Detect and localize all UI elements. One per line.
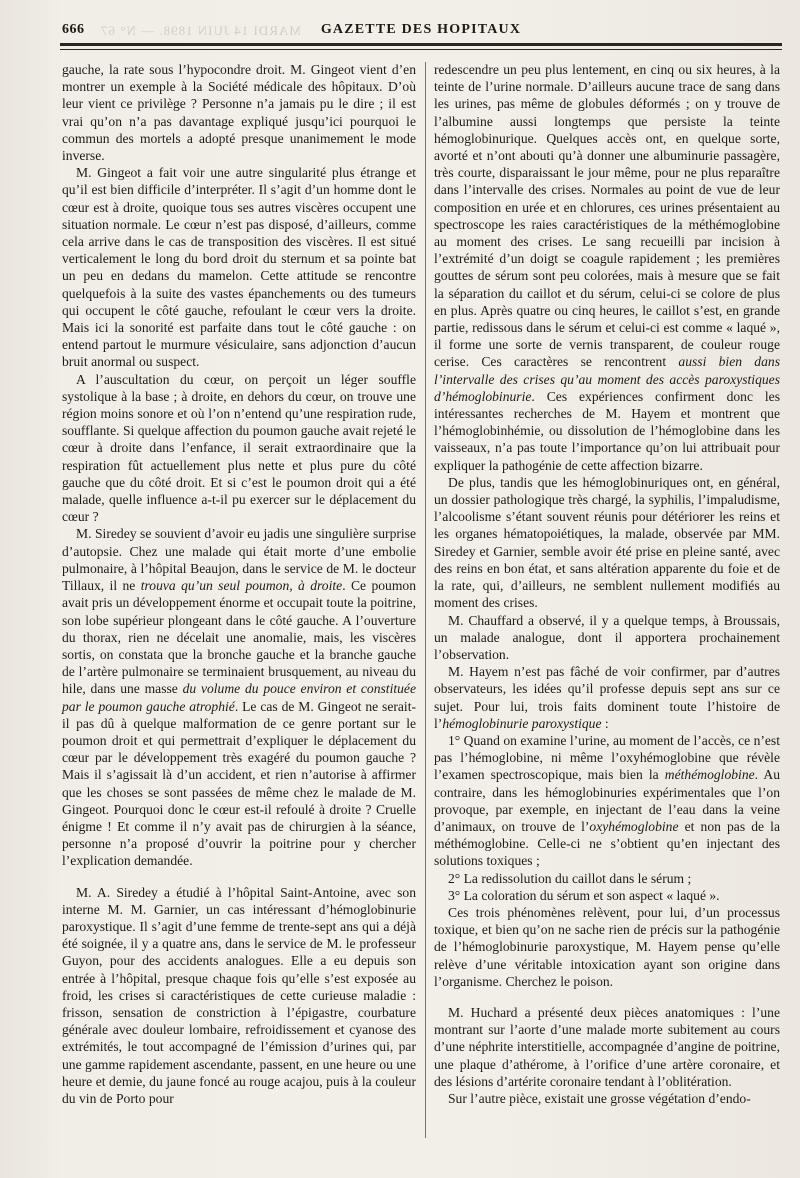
show-through-date: MARDI 14 JUIN 1898. — N° 67 bbox=[100, 23, 301, 38]
list-item: 2° La redissolution du caillot dans le sérum ; bbox=[448, 870, 692, 886]
italic-text: aussi bien dans l’intervalle des crises qu’au moment des accès paroxystiques d’hémoglobinurie bbox=[434, 354, 780, 404]
list-item: 3° La coloration du sérum et son aspect « laqué ». bbox=[448, 887, 720, 903]
page-number: 666 bbox=[62, 22, 85, 37]
text-run: redescendre un peu plus lentement, en cinq ou six heures, à la teinte de l’urine normale. D’ailleurs aucune trace de sang dans les urines, pas même de globules déformés ; on y trouve de l’albumine aussi longtemps que persiste la teinte hémoglobinurique. Quelques accès ont, en quelque sorte, avorté et n’ont abouti qu’à donner une albuminurie passagère, très courte, disparaissant le jour même, pour ne plus reparaître dans l’intervalle des crises. Normales au point de vue de leur composition en urée et en chlorures, ces urines présentaient au spectroscope les raies caractéristiques de la méthémoglobine au moment des crises. Le sang recueilli par incision à l’extrémité d’un doigt se coagule rapidement ; les premières gouttes de sérum sont peu colorées, mais à mesure que se fait la séparation du caillot et du sérum, celui-ci se colore de plus en plus. Après quatre ou cinq heures, le caillot s’est, en grande partie, redissous dans le sérum et celui-ci est comme « laqué », il forme une sorte de vernis transparent, de couleur rouge cerise. Ces caractères se rencontrent bbox=[434, 62, 780, 370]
paragraph bbox=[434, 732, 780, 870]
paragraph: A l’auscultation du cœur, on perçoit un léger souffle systolique à la base ; à droite, en dehors du cœur, on trouve une région moins sonore et où l’on n’entend qu’une respiration rude, soufflante. Si quelque affection du poumon gauche avait rejeté le cœur à droite dans l’enfance, il serait extraordinaire que la respiration fût actuellement plus nette et plus pure du côté gauche que du côté droit. Et si c’est le poumon droit qui a été malade, quelle influence a-t-il pu exercer sur le déplacement du cœur ? bbox=[62, 371, 416, 525]
left-column bbox=[62, 61, 416, 1107]
page-header bbox=[60, 20, 782, 40]
journal-title: GAZETTE DES HOPITAUX bbox=[320, 22, 522, 37]
text-run: : bbox=[601, 715, 609, 731]
paragraph: M. Gingeot a fait voir une autre singularité plus étrange et qu’il est bien difficile d’interpréter. Il s’agit d’un homme dont le cœur est à droite, quoique tous ses autres viscères occupent une situation normale. Le cœur n’est pas disposé, d’ailleurs, comme cela arrive dans le cas de transposition des viscères. Il est situé verticalement le long du bord droit du sternum et sa pointe bat un peu en dedans du mamelon. Cette attitude se rencontre quelquefois à la suite des vastes épanchements ou des tumeurs qui occupent le côté gauche, refoulant le cœur vers la droite. Mais ici la sonorité est parfaite dans tout le côté gauche : on entend partout le murmure vésiculaire, sans adjonction d’aucun bruit anormal ou suspect. bbox=[62, 165, 416, 370]
column-divider bbox=[425, 62, 426, 1138]
header-rule-thick bbox=[60, 43, 782, 46]
italic-text: méthémoglobine bbox=[664, 767, 755, 783]
paragraph bbox=[434, 663, 780, 732]
italic-text: trouva qu’un seul poumon, à droite bbox=[140, 578, 343, 594]
paragraph bbox=[62, 525, 416, 869]
header-rule-thin bbox=[60, 49, 782, 50]
italic-text: du volume du pouce environ et constituée par le poumon gauche atrophié bbox=[62, 681, 416, 714]
paragraph bbox=[434, 61, 780, 474]
italic-text: hémoglobinurie paroxystique bbox=[442, 715, 602, 731]
text-run: 1° Quand on examine l’urine, au moment de l’accès, ce n’est pas l’hémoglobine, ni même l’oxyhémoglobine que révèle l’examen spectroscopique, mais bien la bbox=[434, 732, 780, 783]
paragraph: M. Chauffard a observé, il y a quelque temps, à Broussais, un malade analogue, dont il apportera prochainement l’observation. bbox=[434, 612, 780, 662]
italic-text: oxyhémoglobine bbox=[589, 818, 679, 834]
paragraph: gauche, la rate sous l’hypocondre droit. M. Gingeot vient d’en montrer un exemple à la Société médicale des hôpitaux. D’où leur vient ce privilège ? Personne n’a jamais pu le dire ; il est vrai qu’on n’a pas davantage expliqué jusqu’ici pourquoi le commun des mortels a adopté presque unanimement le mode inverse. bbox=[62, 62, 416, 164]
paragraph: Sur l’autre pièce, existait une grosse végétation d’endo- bbox=[448, 1090, 751, 1106]
paragraph: Ces trois phénomènes relèvent, pour lui, d’un processus toxique, et bien qu’on ne sache rien de précis sur la pathogénie de l’hémoglobinurie paroxystique, M. Hayem pense qu’elle relève d’une véritable intoxication ayant son origine dans l’organisme. Cherchez le poison. bbox=[434, 904, 780, 989]
text-run: . Le cas de M. Gingeot ne serait-il pas dû à quelque malformation de ce genre portant sur le poumon droit et qui permettrait d’expliquer le déplacement du cœur par le développement très exagéré du poumon gauche ? Mais il s’agissait là d’un accident, et rien n’autorise à affirmer que les choses se sont passées de même chez le malade de M. Gingeot. Pourquoi donc le cœur est-il refoulé à droite ? Cruelle énigme ! Et comme il n’y avait pas de chirurgien à la séance, personne n’a proposé d’ouvrir la poitrine pour y chercher l’explication demandée. bbox=[62, 698, 417, 869]
paragraph: De plus, tandis que les hémoglobinuriques ont, en général, un dossier pathologique très chargé, la syphilis, l’impaludisme, l’alcoolisme s’étant souvent réunis pour détériorer les reins et les organes hématopoiétiques, la malade, observée par MM. Siredey et Garnier, semble avoir été prise en pleine santé, avec des reins en bon état, et sans altération apparente du foie et de la rate, qui, d’ailleurs, ne semblent nullement modifiés au moment des crises. bbox=[434, 474, 780, 611]
right-column bbox=[434, 61, 780, 1107]
text-run: . Ce poumon avait pris un développement énorme et occupait toute la poitrine, son lobe supérieur plongeant dans le côté gauche. A l’ouverture du thorax, rien ne décelait une anomalie, mais, les viscères sortis, on constata que la bronche gauche et la branche gauche de l’artère pulmonaire se terminaient brusquement, au niveau du hile, dans une masse bbox=[62, 578, 417, 697]
text-run: M. Siredey se souvient d’avoir eu jadis une singulière surprise d’autopsie. Chez une malade qui était morte d’une embolie pulmonaire, à l’hôpital Beaujon, dans le service de M. le docteur Tillaux, il ne bbox=[62, 526, 416, 594]
paragraph: M. Huchard a présenté deux pièces anatomiques : l’une montrant sur l’aorte d’une malade morte subitement au cours d’une néphrite interstitielle, accompagnée d’angine de poitrine, une plaque d’athérome, à l’orifice d’une artère coronaire, et des lésions d’artérite coronaire tendant à l’oblitération. bbox=[434, 1004, 780, 1089]
paragraph: M. A. Siredey a étudié à l’hôpital Saint-Antoine, avec son interne M. M. Garnier, un cas intéressant d’hémoglobinurie paroxystique. Il s’agit d’une femme de trente-sept ans qui a déjà été soignée, il y a quatre ans, dans le service de M. le professeur Guyon, pour des accidents analogues. Elle a eu depuis son entrée à l’hôpital, presque chaque fois qu’elle s’est exposée au froid, les crises si caractéristiques de cette curieuse maladie : frisson, sensation de constriction à l’épigastre, courbature générale avec douleur lombaire, refroidissement et cyanose des extrémités, le tout accompagné de l’émission d’urines qui, par une gamme rapidement ascendante, passent, en une heure ou une heure et demie, du jaune foncé au rouge acajou, puis à la couleur du vin de Porto pour bbox=[62, 884, 416, 1106]
text-run: . Ces expériences confirment donc les intéressantes recherches de M. Hayem et montrent que l’hémoglobinhémie, ou dissolution de l’hémoglobine dans les vaisseaux, n’a pas toute l’importance qu’on lui attribuait pour expliquer la pathogénie de cette affection bizarre. bbox=[434, 388, 780, 473]
text-run: et non pas de la méthémoglobine. Celle-ci ne s’obtient qu’en injectant des solutions toxiques ; bbox=[434, 818, 780, 869]
text-run: . Au contraire, dans les hémoglobinuries expérimentales que l’on provoque, par exemple, en injectant de l’eau dans la veine d’animaux, on trouve de l’ bbox=[434, 767, 780, 834]
text-run: M. Hayem n’est pas fâché de voir confirmer, par d’autres observateurs, les idées qu’il professe depuis sept ans sur ce sujet. Pour lui, trois faits dominent toute l’histoire de l’ bbox=[434, 664, 780, 731]
